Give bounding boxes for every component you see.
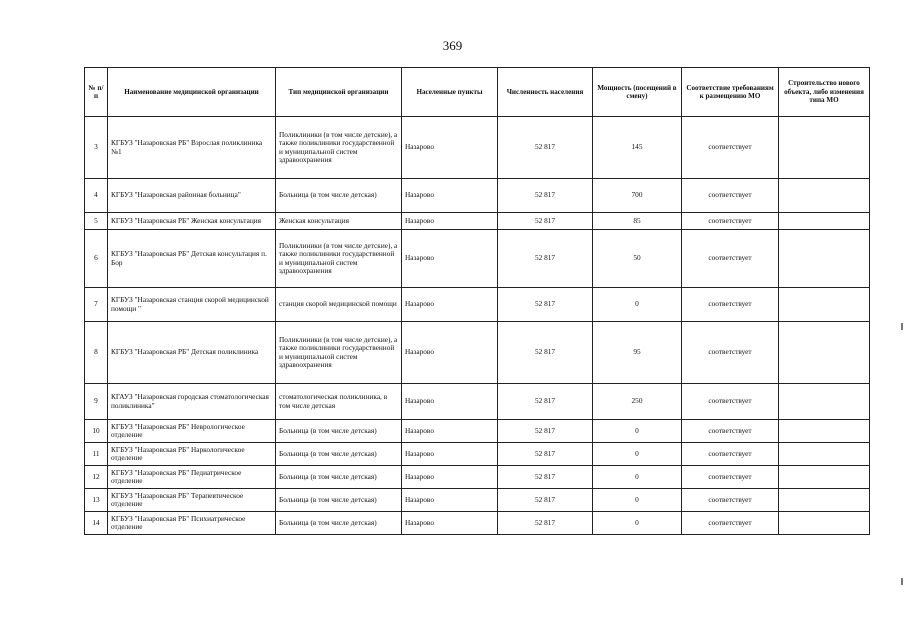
- population-cell: 52 817: [498, 213, 593, 230]
- organization-type-cell: Больница (в том числе детская): [276, 179, 402, 213]
- locality-cell: Назарово: [402, 213, 498, 230]
- organization-name-cell: КГБУЗ "Назаровская РБ" Взрослая поликлиника №1: [108, 117, 276, 179]
- locality-cell: Назарово: [402, 489, 498, 512]
- row-number-cell: 14: [85, 512, 108, 535]
- compliance-cell: соответствует: [682, 230, 779, 288]
- scan-mark: [901, 323, 903, 330]
- capacity-cell: 145: [593, 117, 682, 179]
- locality-cell: Назарово: [402, 466, 498, 489]
- locality-cell: Назарово: [402, 512, 498, 535]
- organization-type-cell: Женская консультация: [276, 213, 402, 230]
- header-name: Наименование медицинской организации: [108, 68, 276, 117]
- row-number-cell: 3: [85, 117, 108, 179]
- locality-cell: Назарово: [402, 288, 498, 322]
- header-num: № п/п: [85, 68, 108, 117]
- construction-cell: [779, 230, 870, 288]
- compliance-cell: соответствует: [682, 512, 779, 535]
- page-number: 369: [442, 38, 463, 53]
- capacity-cell: 0: [593, 489, 682, 512]
- organization-type-cell: Поликлиники (в том числе детские), а также поликлиники государственной и муниципальной систем здравоохранения: [276, 322, 402, 384]
- organization-type-cell: Больница (в том числе детская): [276, 420, 402, 443]
- organization-type-cell: Поликлиники (в том числе детские), а также поликлиники государственной и муниципальной систем здравоохранения: [276, 230, 402, 288]
- row-number-cell: 13: [85, 489, 108, 512]
- construction-cell: [779, 213, 870, 230]
- table-row: [85, 489, 870, 512]
- table-row: [85, 117, 870, 179]
- organization-type-cell: станция скорой медицинской помощи: [276, 288, 402, 322]
- table-row: [85, 230, 870, 288]
- construction-cell: [779, 384, 870, 420]
- compliance-cell: соответствует: [682, 489, 779, 512]
- construction-cell: [779, 288, 870, 322]
- population-cell: 52 817: [498, 384, 593, 420]
- locality-cell: Назарово: [402, 179, 498, 213]
- organization-name-cell: КГБУЗ "Назаровская районная больница": [108, 179, 276, 213]
- population-cell: 52 817: [498, 230, 593, 288]
- row-number-cell: 12: [85, 466, 108, 489]
- construction-cell: [779, 512, 870, 535]
- organization-name-cell: КГБУЗ "Назаровская РБ" Терапевтическое отделение: [108, 489, 276, 512]
- row-number-cell: 6: [85, 230, 108, 288]
- population-cell: 52 817: [498, 179, 593, 213]
- organization-name-cell: КГБУЗ "Назаровская РБ" Педиатрическое отделение: [108, 466, 276, 489]
- construction-cell: [779, 179, 870, 213]
- table-row: [85, 443, 870, 466]
- compliance-cell: соответствует: [682, 322, 779, 384]
- scan-mark: [901, 578, 903, 585]
- population-cell: 52 817: [498, 512, 593, 535]
- row-number-cell: 5: [85, 213, 108, 230]
- locality-cell: Назарово: [402, 420, 498, 443]
- header-construction: Строительство нового объекта, либо изменения типа МО: [779, 68, 870, 117]
- construction-cell: [779, 322, 870, 384]
- capacity-cell: 95: [593, 322, 682, 384]
- population-cell: 52 817: [498, 489, 593, 512]
- header-type: Тип медицинской организации: [276, 68, 402, 117]
- construction-cell: [779, 443, 870, 466]
- capacity-cell: 700: [593, 179, 682, 213]
- compliance-cell: соответствует: [682, 420, 779, 443]
- row-number-cell: 4: [85, 179, 108, 213]
- table-row: [85, 288, 870, 322]
- table-row: [85, 384, 870, 420]
- locality-cell: Назарово: [402, 322, 498, 384]
- capacity-cell: 0: [593, 443, 682, 466]
- compliance-cell: соответствует: [682, 117, 779, 179]
- row-number-cell: 7: [85, 288, 108, 322]
- compliance-cell: соответствует: [682, 213, 779, 230]
- population-cell: 52 817: [498, 322, 593, 384]
- header-row: [85, 68, 870, 117]
- construction-cell: [779, 466, 870, 489]
- population-cell: 52 817: [498, 288, 593, 322]
- table-row: [85, 213, 870, 230]
- table-body: [85, 117, 870, 535]
- organization-name-cell: КГБУЗ "Назаровская РБ" Психиатрическое отделение: [108, 512, 276, 535]
- organization-type-cell: Больница (в том числе детская): [276, 512, 402, 535]
- header-locality: Населенные пункты: [402, 68, 498, 117]
- capacity-cell: 0: [593, 512, 682, 535]
- organization-name-cell: КГБУЗ "Назаровская РБ" Наркологическое отделение: [108, 443, 276, 466]
- row-number-cell: 8: [85, 322, 108, 384]
- row-number-cell: 10: [85, 420, 108, 443]
- population-cell: 52 817: [498, 443, 593, 466]
- capacity-cell: 0: [593, 420, 682, 443]
- organization-type-cell: Больница (в том числе детская): [276, 443, 402, 466]
- population-cell: 52 817: [498, 466, 593, 489]
- locality-cell: Назарово: [402, 230, 498, 288]
- organization-name-cell: КГБУЗ "Назаровская РБ" Неврологическое отделение: [108, 420, 276, 443]
- capacity-cell: 50: [593, 230, 682, 288]
- capacity-cell: 250: [593, 384, 682, 420]
- locality-cell: Назарово: [402, 117, 498, 179]
- table-row: [85, 420, 870, 443]
- table-row: [85, 322, 870, 384]
- compliance-cell: соответствует: [682, 384, 779, 420]
- organization-name-cell: КГБУЗ "Назаровская станция скорой медицинской помощи ": [108, 288, 276, 322]
- capacity-cell: 0: [593, 466, 682, 489]
- population-cell: 52 817: [498, 117, 593, 179]
- locality-cell: Назарово: [402, 443, 498, 466]
- construction-cell: [779, 420, 870, 443]
- construction-cell: [779, 117, 870, 179]
- table-row: [85, 512, 870, 535]
- header-capacity: Мощность (посещений в смену): [593, 68, 682, 117]
- capacity-cell: 0: [593, 288, 682, 322]
- organization-name-cell: КГБУЗ "Назаровская РБ" Детская поликлиника: [108, 322, 276, 384]
- organization-type-cell: стоматологическая поликлиника, в том числе детская: [276, 384, 402, 420]
- medical-organizations-table: [84, 67, 870, 535]
- header-population: Численность населения: [498, 68, 593, 117]
- population-cell: 52 817: [498, 420, 593, 443]
- compliance-cell: соответствует: [682, 179, 779, 213]
- header-compliance: Соответствие требованиям к размещению МО: [682, 68, 779, 117]
- construction-cell: [779, 489, 870, 512]
- organization-name-cell: КГБУЗ "Назаровская РБ" Женская консультация: [108, 213, 276, 230]
- compliance-cell: соответствует: [682, 443, 779, 466]
- row-number-cell: 9: [85, 384, 108, 420]
- capacity-cell: 85: [593, 213, 682, 230]
- row-number-cell: 11: [85, 443, 108, 466]
- organization-type-cell: Больница (в том числе детская): [276, 466, 402, 489]
- compliance-cell: соответствует: [682, 466, 779, 489]
- organization-type-cell: Поликлиники (в том числе детские), а также поликлиники государственной и муниципальной систем здравоохранения: [276, 117, 402, 179]
- table-row: [85, 179, 870, 213]
- organization-type-cell: Больница (в том числе детская): [276, 489, 402, 512]
- table-row: [85, 466, 870, 489]
- compliance-cell: соответствует: [682, 288, 779, 322]
- locality-cell: Назарово: [402, 384, 498, 420]
- organization-name-cell: КГАУЗ "Назаровская городская стоматологическая поликлиника": [108, 384, 276, 420]
- organization-name-cell: КГБУЗ "Назаровская РБ" Детская консультация п. Бор: [108, 230, 276, 288]
